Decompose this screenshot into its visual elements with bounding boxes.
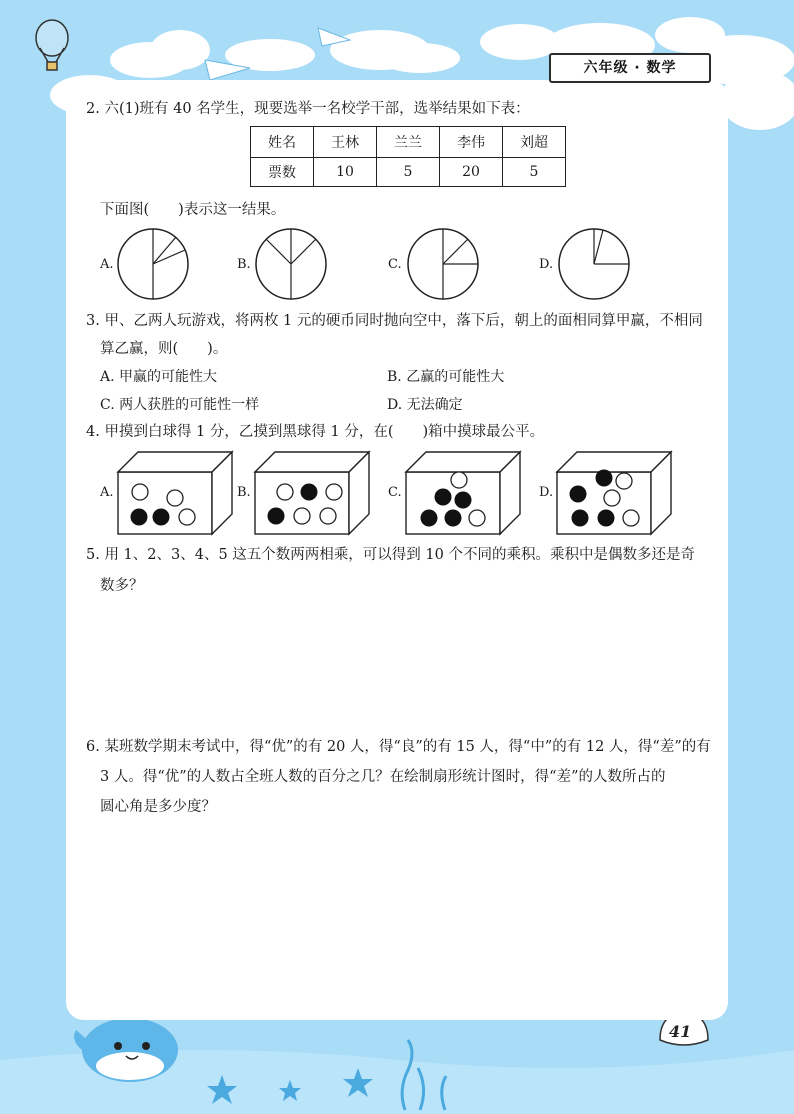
option-label-c[interactable]: C. xyxy=(388,257,402,272)
table-cell: 李伟 xyxy=(440,127,503,158)
table-cell: 票数 xyxy=(251,158,314,187)
pie-chart-d xyxy=(557,227,631,301)
q6-answer-area[interactable] xyxy=(100,830,700,1000)
q5-answer-area[interactable] xyxy=(100,605,700,725)
vote-table xyxy=(250,126,566,187)
option-label-a[interactable]: A. xyxy=(100,485,114,500)
option-label-d[interactable]: D. xyxy=(539,257,554,272)
q2-prompt: 下面图( )表示这一结果。 xyxy=(100,202,286,218)
q3-choice-a[interactable]: A. 甲赢的可能性大 xyxy=(100,369,218,385)
option-label-c[interactable]: C. xyxy=(388,485,402,500)
option-label-d[interactable]: D. xyxy=(539,485,554,500)
table-cell: 5 xyxy=(503,158,566,187)
table-row xyxy=(251,158,566,187)
ball-box-c xyxy=(405,450,523,536)
grade-subject-tab: 六年级 · 数学 xyxy=(549,53,711,83)
ball-box-d xyxy=(556,450,674,536)
table-cell: 20 xyxy=(440,158,503,187)
q6-line3: 圆心角是多少度？ xyxy=(100,799,216,815)
table-cell: 刘超 xyxy=(503,127,566,158)
balloon-icon xyxy=(36,20,68,70)
q6-line2: 3 人。得“优”的人数占全班人数的百分之几？在绘制扇形统计图时，得“差”的人数所占的 xyxy=(100,769,666,785)
table-cell: 姓名 xyxy=(251,127,314,158)
q3-choice-c[interactable]: C. 两人获胜的可能性一样 xyxy=(100,397,260,413)
q6-line1: 6. 某班数学期末考试中，得“优”的有 20 人，得“良”的有 15 人，得“中”的有 12 人，得“差”的有 xyxy=(86,739,711,755)
option-label-a[interactable]: A. xyxy=(100,257,114,272)
table-cell: 5 xyxy=(377,158,440,187)
ball-box-b xyxy=(254,450,372,536)
table-cell: 王林 xyxy=(314,127,377,158)
q5-line2: 数多？ xyxy=(100,578,144,594)
q3-choice-d[interactable]: D. 无法确定 xyxy=(387,397,463,413)
q2-stem: 2. 六(1)班有 40 名学生，现要选举一名校学干部，选举结果如下表： xyxy=(86,101,530,117)
pie-chart-c xyxy=(406,227,480,301)
table-row xyxy=(251,127,566,158)
option-label-b[interactable]: B. xyxy=(237,485,251,500)
table-cell: 兰兰 xyxy=(377,127,440,158)
ball-box-a xyxy=(117,450,235,536)
q3-stem-line1: 3. 甲、乙两人玩游戏，将两枚 1 元的硬币同时抛向空中，落下后，朝上的面相同算甲赢，不相同 xyxy=(86,313,703,329)
pie-chart-a xyxy=(116,227,190,301)
page-number: 41 xyxy=(669,1022,692,1041)
q3-choice-b[interactable]: B. 乙赢的可能性大 xyxy=(387,369,505,385)
table-cell: 10 xyxy=(314,158,377,187)
q4-stem: 4. 甲摸到白球得 1 分，乙摸到黑球得 1 分，在( )箱中摸球最公平。 xyxy=(86,424,545,440)
option-label-b[interactable]: B. xyxy=(237,257,251,272)
q5-line1: 5. 用 1、2、3、4、5 这五个数两两相乘，可以得到 10 个不同的乘积。乘积中是偶数多还是奇 xyxy=(86,547,695,563)
pie-chart-b xyxy=(254,227,328,301)
q3-stem-line2: 算乙赢，则( )。 xyxy=(100,341,228,357)
